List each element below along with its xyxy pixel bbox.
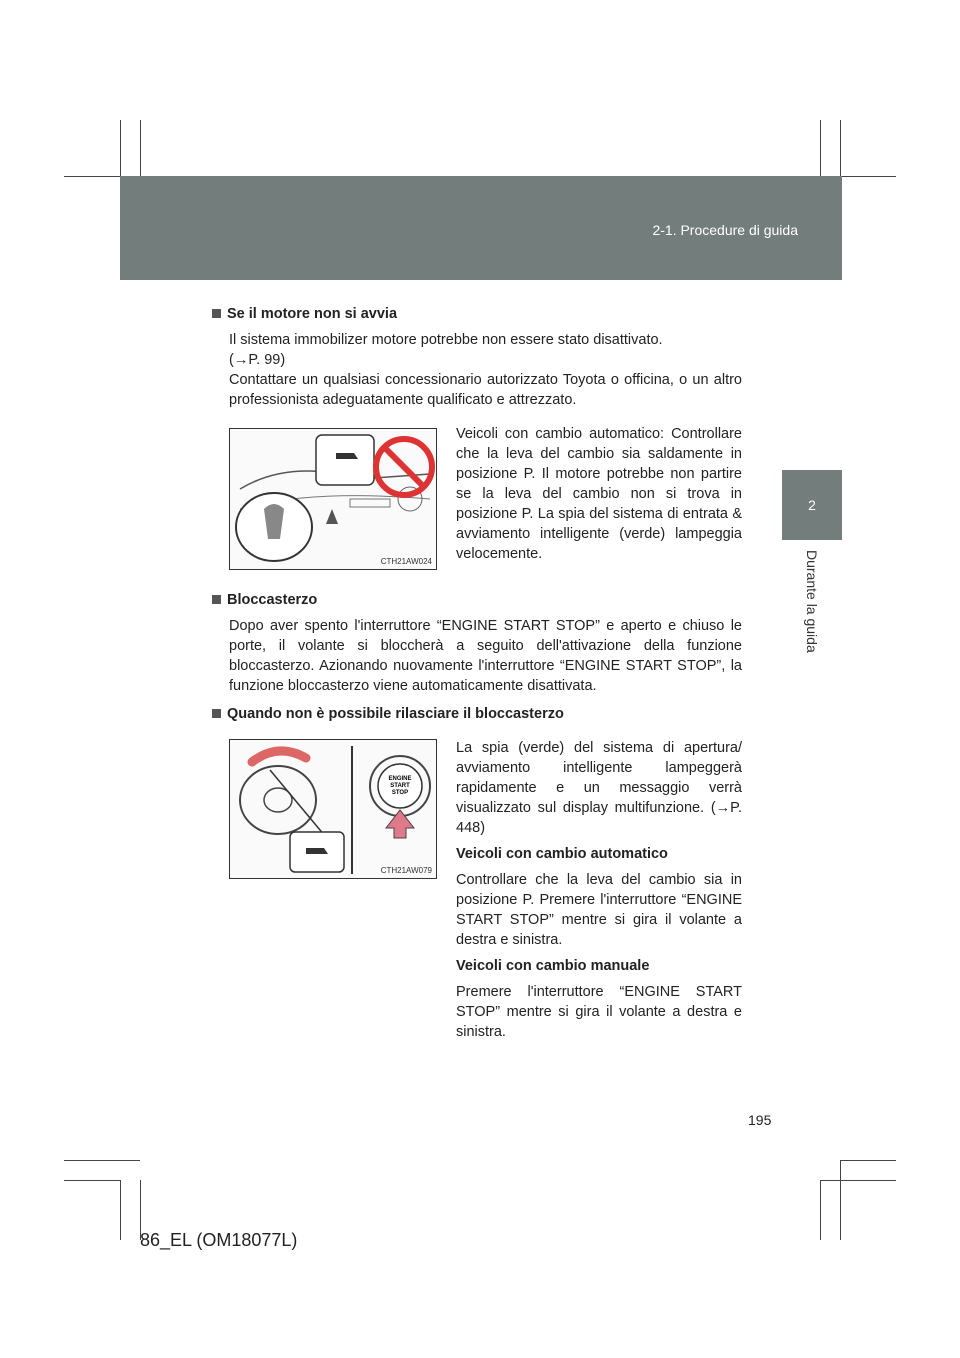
crop-mark (64, 1160, 140, 1161)
crop-mark (64, 1180, 120, 1181)
crop-mark (840, 120, 841, 176)
section-steering-lock (212, 592, 742, 730)
paragraph: Dopo aver spento l'interruttore “ENGINE START STOP” e aperto e chiuso le porte, il volante si bloccherà a seguito dell'attivazione della funzione bloccasterzo. Azionando nuovamente l'interruttore “ENGINE START STOP”, la funzione bloccasterzo viene automaticamente disattivata. (229, 618, 742, 694)
header-band (120, 176, 842, 280)
page-reference: (→P. 99) (229, 352, 286, 368)
button-text: ENGINE (388, 776, 412, 782)
section-title: 2-1. Procedure di guida (652, 222, 798, 238)
square-bullet-icon (212, 709, 221, 718)
figure-shift-lever (229, 428, 437, 570)
section-heading: Se il motore non si avvia (212, 306, 742, 322)
document-code: 86_EL (OM18077L) (140, 1230, 298, 1250)
crop-mark (842, 176, 896, 177)
paragraph: Contattare un qualsiasi concessionario autorizzato Toyota o officina, o un altro professionista adeguatamente qualificato e attrezzato. (229, 372, 742, 408)
crop-mark (840, 1160, 896, 1161)
button-text: STOP (391, 790, 409, 796)
figure-steering-wheel (229, 739, 437, 879)
steering-lock-text: La spia (verde) del sistema di apertura/ avviamento intelligente lampeggerà rapidamente e un messaggio verrà visualizzato sul display multifunzione. (→P. 448) Veicoli con cambio automatico Controllare che la leva del cambio sia in posizione P. Premere l'interruttore “ENGINE START STOP” mentre si gira il volante a destra e sinistra. Veicoli con cambio manuale Premere l'interruttore “ENGINE START STOP” mentre si gira il volante a destra e sinistra. (456, 740, 742, 1040)
main-content (212, 306, 742, 418)
chapter-tab: 2 (782, 470, 842, 540)
figure-caption: Veicoli con cambio automatico: Controllare che la leva del cambio sia saldamente in posizione P. Il motore potrebbe non partire se la leva del cambio non si trova in posizione P. La spia del sistema di entrata & avviamento intelligente (verde) lampeggia velocemente. (456, 426, 742, 562)
page-number: 195 (748, 1112, 772, 1128)
square-bullet-icon (212, 595, 221, 604)
crop-mark (840, 1160, 841, 1240)
steering-illustration (230, 740, 436, 878)
square-bullet-icon (212, 309, 221, 318)
subheading: Veicoli con cambio automatico (456, 846, 668, 862)
section-heading: Quando non è possibile rilasciare il bloccasterzo (212, 706, 742, 722)
crop-mark (820, 120, 821, 176)
figure-code: CTH21AW079 (380, 866, 432, 875)
button-text: START (390, 783, 410, 789)
figure-code: CTH21AW024 (380, 557, 432, 566)
subheading: Veicoli con cambio manuale (456, 958, 650, 974)
crop-mark (820, 1180, 821, 1240)
crop-mark (120, 120, 121, 176)
paragraph: Il sistema immobilizer motore potrebbe non essere stato disattivato. (229, 332, 663, 348)
crop-mark (64, 176, 120, 177)
chapter-label: Durante la guida (804, 550, 820, 653)
dashboard-illustration (230, 429, 436, 569)
crop-mark (820, 1180, 896, 1181)
section-heading: Bloccasterzo (212, 592, 742, 608)
crop-mark (140, 120, 141, 176)
crop-mark (120, 1180, 121, 1240)
